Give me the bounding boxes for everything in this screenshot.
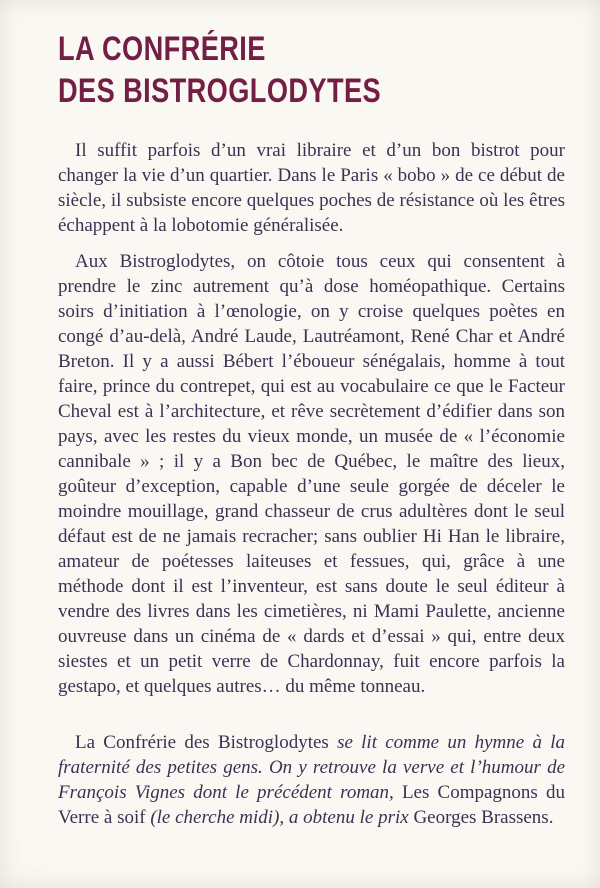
book-title-line-1: LA CONFRÉRIE — [58, 30, 266, 68]
review-book-title-text: La Confrérie des Bistroglodytes — [75, 732, 338, 753]
book-title — [58, 28, 464, 112]
review-previous-novel-title: Les Compagnons du Verre à soif — [58, 782, 565, 828]
paragraph-review — [58, 730, 565, 830]
review-quote-part-2: (le cherche midi), a obtenu le prix — [150, 807, 414, 828]
paragraph-intro: Il suffit parfois d’un vrai libraire et d’un bon bistrot pour changer la vie d’un quartier. Dans le Paris « bobo » de ce début de siècle, il subsiste encore quelques poches de résistance où les êtres échappent à la lobotomie généralisée. — [58, 140, 565, 236]
review-quote-part-1: se lit comme un hymne à la fraternité des petites gens. On y retrouve la verve et l’humour de François Vignes dont le précédent roman, — [58, 732, 565, 803]
paragraph-main: Aux Bistroglodytes, on côtoie tous ceux qui consentent à prendre le zinc autrement qu’à dose homéopathique. Certains soirs d’initiation à l’œnologie, on y croise quelques poètes en congé d’au-delà, André Laude, Lautréamont, René Char et André Breton. Il y a aussi Bébert l’éboueur sénégalais, homme à tout faire, prince du contrepet, qui est au vocabulaire ce que le Facteur Cheval est à l’architecture, et rêve secrètement d’édifier dans son pays, avec les restes du vieux monde, un musée de « l’économie cannibale » ; il y a Bon bec de Québec, le maître des lieux, goûteur d’exception, capable d’une seule gorgée de déceler le moindre mouillage, grand chasseur de crus adultères dont le seul défaut est de ne jamais recracher; sans oublier Hi Han le libraire, amateur de poétesses laiteuses et fessues, qui, grâce à une méthode dont il est l’inventeur, est sans doute le seul éditeur à vendre des livres dans les cimetières, ni Mami Paulette, ancienne ouvreuse dans un cinéma de « dards et d’essai » qui, entre deux siestes et un petit verre de Chardonnay, fuit encore parfois la gestapo, et quelques autres… du même tonneau. — [58, 251, 565, 697]
review-prize-name: Georges Brassens. — [413, 807, 554, 828]
book-title-line-2: DES BISTROGLODYTES — [58, 72, 382, 110]
